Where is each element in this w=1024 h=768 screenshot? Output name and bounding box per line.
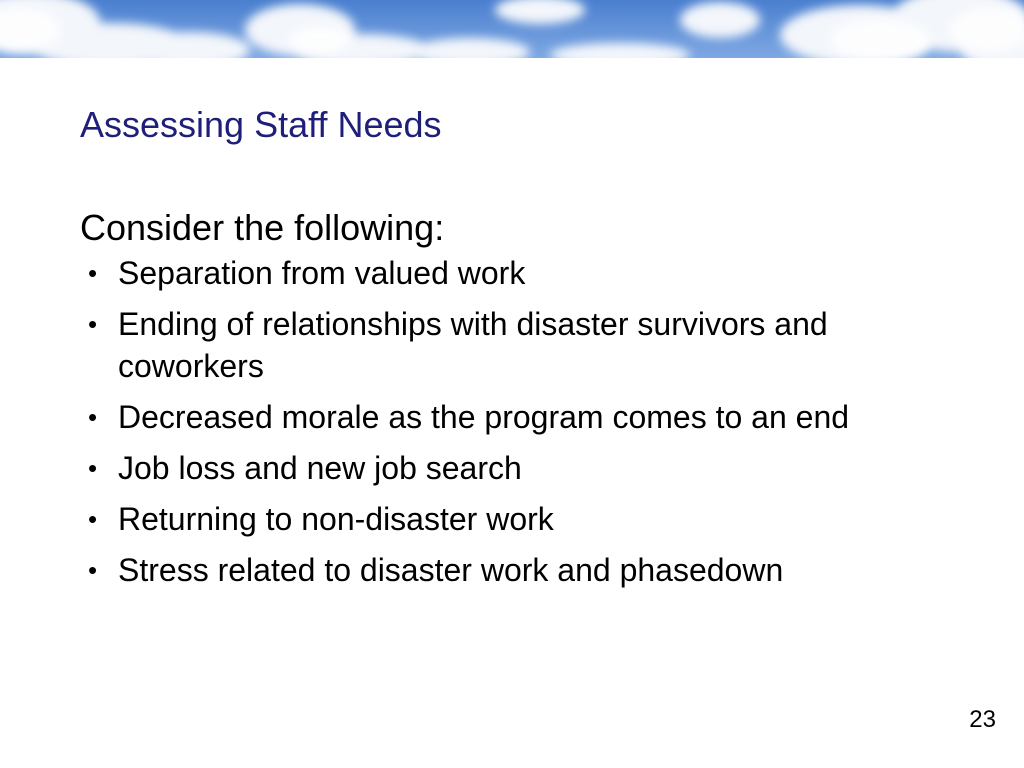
page-number: 23 (969, 706, 996, 733)
bullet-icon: • (88, 453, 98, 483)
bullet-item (80, 303, 960, 387)
bullet-icon: • (88, 309, 98, 339)
bullet-text: Ending of relationships with disaster survivors and coworkers (118, 306, 828, 384)
bullet-text: Separation from valued work (118, 255, 526, 291)
bullet-list (80, 252, 960, 591)
bullet-text: Stress related to disaster work and phasedown (118, 552, 784, 588)
bullet-icon: • (88, 504, 98, 534)
bullet-text: Job loss and new job search (118, 450, 522, 486)
bullet-item (80, 447, 960, 489)
bullet-icon: • (88, 258, 98, 288)
bullet-item (80, 396, 960, 438)
bullet-item (80, 498, 960, 540)
bullet-icon: • (88, 402, 98, 432)
sky-clouds-graphic (0, 0, 1024, 58)
slide-title: Assessing Staff Needs (80, 104, 442, 145)
bullet-text: Returning to non-disaster work (118, 501, 554, 537)
bullet-item (80, 252, 960, 294)
bullet-text: Decreased morale as the program comes to an end (118, 399, 850, 435)
slide-content (80, 206, 960, 600)
sky-banner-image (0, 0, 1024, 58)
bullet-item (80, 549, 960, 591)
lead-text: Consider the following: (80, 207, 445, 248)
bullet-icon: • (88, 555, 98, 585)
